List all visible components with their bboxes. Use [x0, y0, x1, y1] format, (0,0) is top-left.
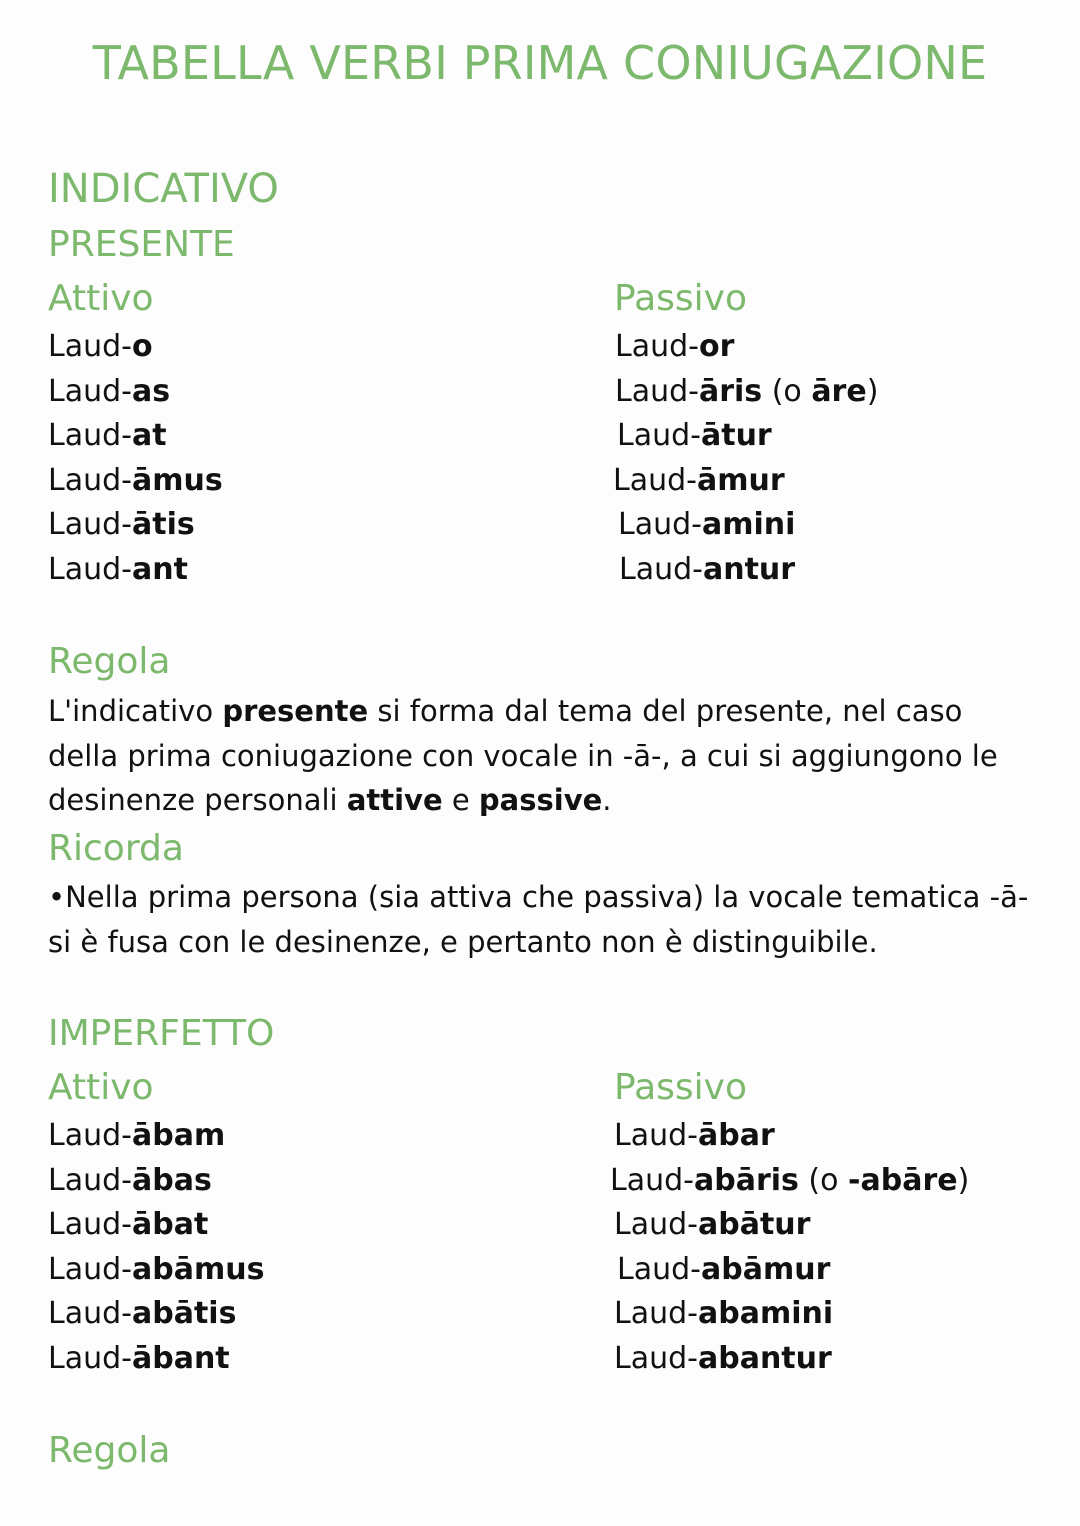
variant-note: (o	[798, 1162, 849, 1198]
ending: or	[698, 329, 735, 364]
ending: ābat	[131, 1207, 209, 1242]
ending: amini	[701, 507, 796, 542]
ending: ant	[131, 551, 188, 587]
stem: Laud-	[615, 373, 699, 409]
page-title: TABELLA VERBI PRIMA CONIUGAZIONE	[92, 36, 988, 90]
rule-text-bold: attive	[346, 783, 443, 817]
conjugation-row	[48, 1337, 264, 1382]
presente-passive-list	[615, 325, 878, 592]
stem: Laud-	[613, 462, 697, 498]
variant-ending: āre	[811, 373, 867, 409]
mood-heading: INDICATIVO	[48, 166, 279, 212]
rule-text-segment: .	[602, 783, 612, 817]
rule-text-bold: passive	[478, 783, 603, 817]
conjugation-row	[615, 503, 878, 548]
stem: Laud-	[48, 1340, 132, 1376]
ending: ābam	[131, 1118, 226, 1153]
ending: antur	[702, 551, 796, 587]
ending: ātis	[131, 507, 195, 542]
conjugation-row	[48, 414, 223, 459]
stem: Laud-	[48, 1207, 132, 1242]
ending: ābar	[697, 1118, 775, 1153]
stem: Laud-	[614, 1340, 698, 1376]
stem: Laud-	[614, 1207, 698, 1242]
conjugation-row	[614, 1114, 969, 1159]
conjugation-row	[48, 1159, 264, 1204]
ending: ātur	[700, 418, 772, 453]
presente-heading: PRESENTE	[48, 224, 235, 265]
presente-remember-heading: Ricorda	[48, 828, 184, 869]
stem: Laud-	[48, 1251, 132, 1287]
ending: abātur	[697, 1207, 811, 1242]
imperfetto-rule-heading: Regola	[48, 1430, 171, 1471]
conjugation-row	[48, 325, 223, 370]
stem: Laud-	[48, 551, 132, 587]
stem: Laud-	[610, 1162, 694, 1198]
presente-rule-text	[48, 689, 1038, 823]
stem: Laud-	[617, 418, 701, 453]
stem: Laud-	[48, 418, 132, 453]
imperfetto-passive-label: Passivo	[614, 1067, 747, 1108]
presente-active-list	[48, 325, 223, 592]
conjugation-row	[48, 548, 223, 593]
stem: Laud-	[48, 1162, 132, 1198]
conjugation-row	[48, 1292, 264, 1337]
stem: Laud-	[48, 1118, 132, 1153]
stem: Laud-	[619, 551, 703, 587]
conjugation-row	[48, 1114, 264, 1159]
variant-note: (o	[762, 373, 812, 409]
imperfetto-passive-list	[610, 1114, 970, 1381]
ending: ābant	[131, 1340, 230, 1376]
presente-passive-label: Passivo	[614, 278, 747, 319]
conjugation-row	[48, 370, 223, 415]
conjugation-row	[615, 325, 878, 370]
conjugation-row	[614, 1248, 969, 1293]
imperfetto-active-label: Attivo	[48, 1067, 154, 1108]
variant-ending: -abāre	[848, 1162, 958, 1198]
stem: Laud-	[48, 507, 132, 542]
stem: Laud-	[618, 507, 702, 542]
stem: Laud-	[48, 462, 132, 498]
ending: as	[131, 373, 171, 409]
rule-text-segment: e	[442, 783, 479, 817]
conjugation-row	[48, 459, 223, 504]
ending: abamini	[697, 1296, 834, 1331]
ending: abāmus	[131, 1251, 265, 1287]
conjugation-row	[615, 548, 878, 593]
stem: Laud-	[615, 329, 699, 364]
stem: Laud-	[617, 1251, 701, 1287]
conjugation-row	[615, 370, 878, 415]
ending: abātis	[131, 1296, 237, 1331]
ending: ābas	[131, 1162, 212, 1198]
variant-close: )	[957, 1162, 970, 1198]
conjugation-row	[48, 503, 223, 548]
stem: Laud-	[48, 329, 132, 364]
ending: abāris	[693, 1162, 799, 1198]
ending: āmur	[696, 462, 785, 498]
conjugation-row	[614, 1292, 969, 1337]
conjugation-row	[615, 414, 878, 459]
ending: āris	[698, 373, 763, 409]
conjugation-row	[610, 1159, 969, 1204]
presente-rule-heading: Regola	[48, 641, 171, 682]
ending: abantur	[697, 1340, 832, 1376]
ending: at	[131, 418, 167, 453]
conjugation-row	[614, 1203, 969, 1248]
imperfetto-active-list	[48, 1114, 264, 1381]
stem: Laud-	[614, 1118, 698, 1153]
ending: āmus	[131, 462, 223, 498]
stem: Laud-	[48, 1296, 132, 1331]
rule-text-bold: presente	[222, 694, 369, 728]
stem: Laud-	[48, 373, 132, 409]
ending: o	[131, 329, 153, 364]
conjugation-row	[613, 459, 878, 504]
presente-remember-text: •Nella prima persona (sia attiva che passiva) la vocale tematica -ā- si è fusa con le desinenze, e pertanto non è distinguibile.	[48, 880, 1029, 959]
imperfetto-heading: IMPERFETTO	[48, 1013, 275, 1054]
conjugation-row	[48, 1248, 264, 1293]
conjugation-row	[614, 1337, 969, 1382]
conjugation-row	[48, 1203, 264, 1248]
ending: abāmur	[700, 1251, 831, 1287]
presente-active-label: Attivo	[48, 278, 154, 319]
variant-close: )	[866, 373, 879, 409]
rule-text-segment: si forma dal tema del presente, nel caso della prima coniugazione con vocale in -ā-, a cui si aggiungono le desinenze personali	[48, 694, 998, 817]
rule-text-segment: L'indicativo	[48, 694, 223, 728]
stem: Laud-	[614, 1296, 698, 1331]
